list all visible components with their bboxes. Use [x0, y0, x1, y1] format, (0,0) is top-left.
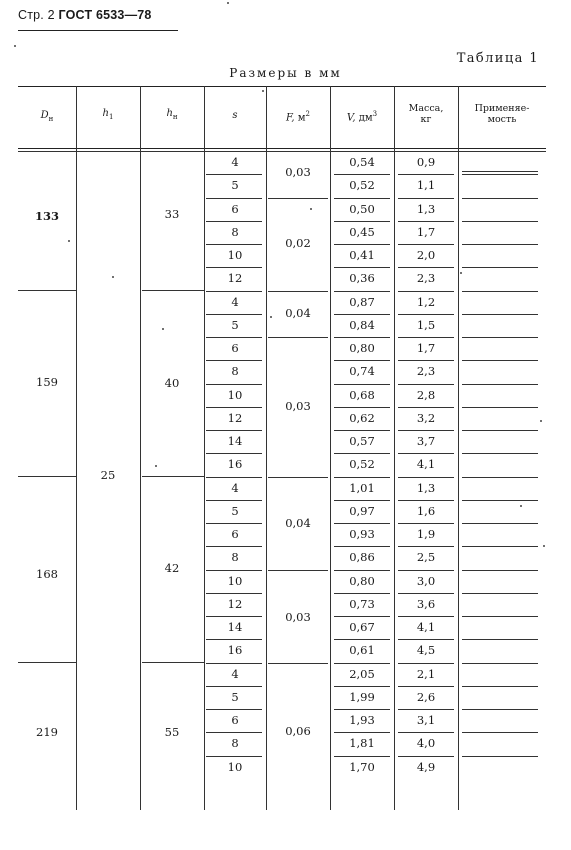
row-divider	[462, 686, 538, 687]
v-value: 0,57	[349, 434, 375, 448]
f-group-divider	[268, 663, 328, 664]
dn-value: 219	[36, 725, 58, 739]
v-value: 0,52	[349, 178, 375, 193]
row-divider	[206, 360, 262, 361]
s-value: 12	[227, 596, 243, 611]
mass-value: 1,2	[416, 294, 436, 309]
row-divider	[398, 546, 454, 547]
dn-value: 159	[36, 375, 58, 389]
f-group-divider	[268, 570, 328, 571]
scan-speck	[155, 465, 157, 467]
s-value: 5	[231, 317, 239, 332]
row-divider	[206, 453, 262, 454]
v-value: 0,86	[349, 550, 375, 565]
s-value: 12	[227, 410, 243, 425]
mass-value: 4,1	[416, 620, 436, 634]
row-divider	[462, 639, 538, 640]
scan-speck	[460, 272, 462, 274]
row-divider	[334, 244, 390, 245]
mass-value: 2,3	[416, 364, 436, 379]
col-header-hn: $h_н$	[166, 108, 178, 121]
f-value: 0,06	[285, 724, 311, 738]
row-divider	[206, 756, 262, 757]
row-divider	[334, 198, 390, 199]
row-divider	[462, 267, 538, 268]
table-label: Таблица 1	[456, 51, 539, 66]
row-divider	[206, 616, 262, 617]
mass-value: 1,5	[416, 317, 436, 332]
row-divider	[398, 221, 454, 222]
row-divider	[398, 732, 454, 733]
v-value: 0,93	[349, 527, 375, 541]
row-divider	[398, 267, 454, 268]
row-divider	[398, 384, 454, 385]
row-divider	[334, 616, 390, 617]
s-value: 8	[231, 550, 239, 565]
row-divider	[398, 198, 454, 199]
column-divider	[140, 86, 141, 810]
mass-value: 1,7	[416, 224, 436, 239]
v-value: 0,97	[349, 503, 375, 518]
s-value: 10	[227, 573, 243, 588]
row-divider	[334, 756, 390, 757]
row-divider	[334, 546, 390, 547]
row-divider	[206, 523, 262, 524]
f-value: 0,04	[285, 306, 311, 320]
v-value: 0,54	[349, 155, 375, 169]
row-divider	[462, 663, 538, 664]
row-divider	[334, 709, 390, 710]
row-divider	[334, 500, 390, 501]
row-divider	[398, 523, 454, 524]
row-divider	[398, 244, 454, 245]
row-divider	[334, 360, 390, 361]
row-divider	[206, 407, 262, 408]
row-divider	[334, 384, 390, 385]
row-divider	[398, 500, 454, 501]
mass-value: 2,0	[416, 248, 436, 262]
row-divider	[334, 523, 390, 524]
row-divider	[334, 477, 390, 478]
v-value: 0,74	[349, 364, 375, 379]
v-value: 0,73	[349, 596, 375, 611]
v-value: 0,84	[349, 317, 375, 332]
f-value: 0,03	[285, 610, 311, 624]
table-top-rule	[18, 86, 546, 87]
s-value: 14	[227, 434, 243, 448]
col-header-v: V, $дм^3$	[346, 110, 378, 124]
dn-value: 168	[36, 567, 58, 581]
row-divider	[398, 360, 454, 361]
mass-value: 3,2	[416, 410, 436, 425]
mass-value: 3,1	[416, 713, 436, 727]
f-group-divider	[268, 337, 328, 338]
standard-code: ГОСТ 6533—78	[58, 8, 152, 22]
row-divider	[462, 453, 538, 454]
dn-group-divider	[18, 476, 76, 477]
mass-value: 4,5	[416, 643, 436, 658]
row-divider	[398, 616, 454, 617]
column-divider	[330, 86, 331, 810]
v-value: 0,67	[349, 620, 375, 634]
row-divider	[462, 523, 538, 524]
s-value: 6	[231, 713, 239, 727]
row-divider	[334, 663, 390, 664]
hn-value: 33	[164, 207, 180, 221]
hn-value: 42	[164, 561, 180, 575]
row-divider	[398, 709, 454, 710]
column-divider	[76, 86, 77, 810]
s-value: 5	[231, 689, 239, 704]
row-divider	[398, 407, 454, 408]
v-value: 0,41	[349, 248, 375, 262]
row-divider	[206, 477, 262, 478]
col-header-f: F, $м^2$	[286, 110, 310, 124]
row-divider	[206, 639, 262, 640]
s-value: 14	[227, 620, 243, 634]
scan-speck	[112, 276, 114, 278]
mass-value: 2,5	[416, 550, 436, 565]
scan-speck	[520, 505, 522, 507]
v-value: 0,45	[349, 224, 375, 239]
s-value: 4	[231, 155, 239, 169]
mass-value: 3,6	[416, 596, 436, 611]
scan-speck	[543, 545, 545, 547]
row-divider	[462, 314, 538, 315]
s-value: 5	[231, 503, 239, 518]
row-divider	[334, 407, 390, 408]
v-value: 2,05	[349, 666, 375, 681]
mass-value: 2,1	[416, 666, 436, 681]
column-divider	[394, 86, 395, 810]
row-divider	[398, 686, 454, 687]
row-divider	[334, 221, 390, 222]
mass-value: 1,3	[416, 201, 436, 216]
header-bottom-rule	[18, 148, 546, 149]
row-divider	[398, 453, 454, 454]
row-divider	[462, 407, 538, 408]
row-divider	[334, 570, 390, 571]
row-divider	[462, 360, 538, 361]
scan-speck	[68, 240, 70, 242]
s-value: 12	[227, 271, 243, 286]
row-divider	[398, 477, 454, 478]
row-divider	[206, 663, 262, 664]
v-value: 0,36	[349, 271, 375, 286]
hn-group-divider	[142, 290, 204, 291]
row-divider	[206, 244, 262, 245]
s-value: 8	[231, 364, 239, 379]
v-value: 0,52	[349, 457, 375, 472]
row-divider	[206, 709, 262, 710]
row-divider	[462, 756, 538, 757]
mass-value: 1,1	[416, 178, 436, 193]
scan-speck	[262, 90, 264, 92]
scan-speck	[540, 420, 542, 422]
f-value: 0,03	[285, 399, 311, 413]
row-divider	[206, 500, 262, 501]
col-header-s: s	[232, 110, 238, 121]
row-divider	[206, 198, 262, 199]
mass-value: 3,0	[416, 573, 436, 588]
row-divider	[398, 314, 454, 315]
s-value: 5	[231, 178, 239, 193]
s-value: 4	[231, 294, 239, 309]
f-group-divider	[268, 291, 328, 292]
mass-value: 4,0	[416, 736, 436, 751]
row-divider	[398, 174, 454, 175]
v-value: 0,61	[349, 643, 375, 658]
row-divider	[462, 732, 538, 733]
scan-speck	[270, 316, 272, 318]
row-divider	[334, 267, 390, 268]
row-divider	[462, 709, 538, 710]
s-value: 16	[227, 457, 243, 472]
mass-value: 1,3	[416, 480, 436, 495]
row-divider	[462, 244, 538, 245]
column-divider	[204, 86, 205, 810]
s-value: 8	[231, 224, 239, 239]
s-value: 6	[231, 527, 239, 541]
row-divider	[334, 686, 390, 687]
dn-group-divider	[18, 662, 76, 663]
f-value: 0,04	[285, 516, 311, 530]
col-header-mass: Масса, кг	[408, 103, 444, 125]
row-divider	[462, 570, 538, 571]
row-divider	[398, 570, 454, 571]
row-divider	[462, 291, 538, 292]
row-divider	[398, 756, 454, 757]
mass-value: 1,6	[416, 503, 436, 518]
row-divider	[206, 570, 262, 571]
hn-group-divider	[142, 476, 204, 477]
h1-value: 25	[100, 468, 116, 482]
s-value: 4	[231, 666, 239, 681]
v-value: 0,68	[349, 387, 375, 402]
row-divider	[334, 732, 390, 733]
col-header-applicability: Применяе- мость	[474, 103, 530, 125]
scan-speck	[14, 45, 16, 47]
col-header-dn: $D_н$	[40, 110, 54, 123]
row-divider	[334, 291, 390, 292]
s-value: 4	[231, 480, 239, 495]
f-value: 0,03	[285, 165, 311, 179]
row-divider	[334, 337, 390, 338]
hn-group-divider	[142, 662, 204, 663]
row-divider	[206, 174, 262, 175]
v-value: 0,80	[349, 573, 375, 588]
row-divider	[334, 174, 390, 175]
row-divider	[462, 174, 538, 175]
row-divider	[462, 198, 538, 199]
row-divider	[206, 291, 262, 292]
row-divider	[206, 267, 262, 268]
v-value: 0,87	[349, 294, 375, 309]
s-value: 6	[231, 201, 239, 216]
v-value: 1,99	[349, 689, 375, 704]
s-value: 6	[231, 341, 239, 355]
row-divider	[462, 221, 538, 222]
mass-value: 3,7	[416, 434, 436, 448]
row-divider	[462, 171, 538, 172]
v-value: 0,62	[349, 410, 375, 425]
scan-speck	[227, 2, 229, 4]
row-divider	[206, 546, 262, 547]
row-divider	[206, 337, 262, 338]
column-divider	[266, 86, 267, 810]
s-value: 16	[227, 643, 243, 658]
page-number: Стр. 2	[18, 8, 55, 22]
row-divider	[398, 337, 454, 338]
f-group-divider	[268, 198, 328, 199]
row-divider	[206, 430, 262, 431]
v-value: 0,80	[349, 341, 375, 355]
row-divider	[206, 732, 262, 733]
row-divider	[462, 546, 538, 547]
v-value: 1,93	[349, 713, 375, 727]
row-divider	[398, 593, 454, 594]
row-divider	[462, 616, 538, 617]
row-divider	[334, 593, 390, 594]
row-divider	[398, 663, 454, 664]
f-group-divider	[268, 477, 328, 478]
row-divider	[206, 593, 262, 594]
mass-value: 2,6	[416, 689, 436, 704]
mass-value: 4,1	[416, 457, 436, 472]
s-value: 10	[227, 759, 243, 774]
f-value: 0,02	[285, 236, 311, 250]
v-value: 1,70	[349, 759, 375, 774]
row-divider	[334, 639, 390, 640]
row-divider	[398, 639, 454, 640]
mass-value: 1,9	[416, 527, 436, 541]
scan-speck	[162, 328, 164, 330]
row-divider	[206, 384, 262, 385]
row-divider	[206, 686, 262, 687]
v-value: 1,81	[349, 736, 375, 751]
row-divider	[462, 593, 538, 594]
row-divider	[206, 314, 262, 315]
dimensions-caption: Размеры в мм	[229, 66, 342, 80]
row-divider	[462, 337, 538, 338]
scan-speck	[310, 208, 312, 210]
row-divider	[398, 291, 454, 292]
mass-value: 4,9	[416, 759, 436, 774]
mass-value: 1,7	[416, 341, 436, 355]
col-header-h1: $h_1$	[102, 108, 114, 121]
hn-value: 55	[164, 725, 180, 739]
hn-value: 40	[164, 376, 180, 390]
s-value: 10	[227, 387, 243, 402]
v-value: 1,01	[349, 480, 375, 495]
mass-value: 2,8	[416, 387, 436, 402]
dn-value: 133	[34, 209, 59, 223]
v-value: 0,50	[349, 201, 375, 216]
row-divider	[206, 221, 262, 222]
header-bottom-rule-2	[18, 151, 546, 152]
row-divider	[462, 477, 538, 478]
mass-value: 0,9	[416, 155, 436, 169]
row-divider	[462, 384, 538, 385]
row-divider	[334, 314, 390, 315]
row-divider	[462, 430, 538, 431]
s-value: 10	[227, 248, 243, 262]
s-value: 8	[231, 736, 239, 751]
row-divider	[398, 430, 454, 431]
column-divider	[458, 86, 459, 810]
row-divider	[334, 430, 390, 431]
row-divider	[462, 500, 538, 501]
dn-group-divider	[18, 290, 76, 291]
mass-value: 2,3	[416, 271, 436, 286]
row-divider	[334, 453, 390, 454]
